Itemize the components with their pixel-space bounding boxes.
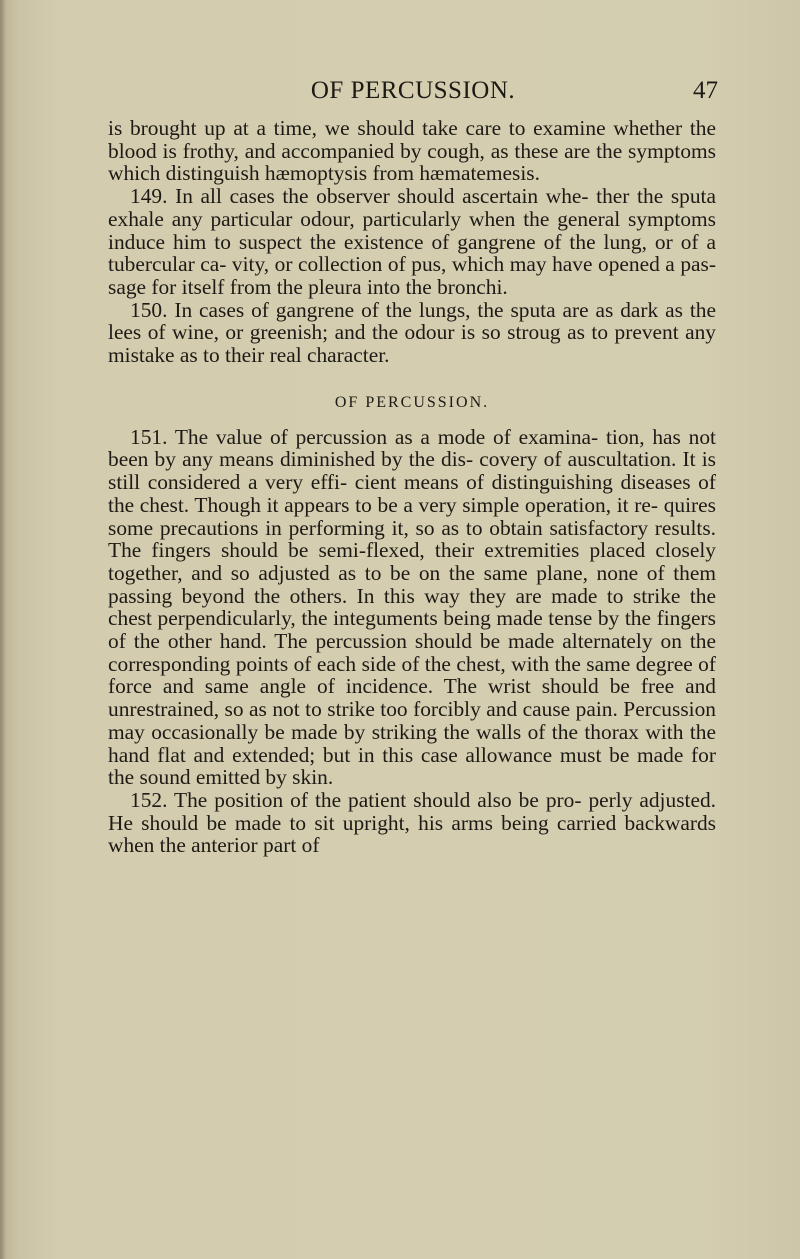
running-head (108, 74, 718, 108)
page-binding-edge (0, 0, 6, 1259)
section-heading: OF PERCUSSION. (334, 393, 490, 411)
paragraph-continuation: is brought up at a time, we should take care to examine whether the blood is frothy, and accompanied by cough, as these are the symptoms which distinguish hæmoptysis from hæmatemesis. (108, 116, 716, 186)
page-number: 47 (693, 77, 718, 104)
paragraph-150: 150. In cases of gangrene of the lungs, the sputa are as dark as the lees of wine, or greenish; and the odour is so stroug as to prevent any mistake as to their real character. (108, 297, 716, 368)
paragraph-149: 149. In all cases the observer should ascertain whe- ther the sputa exhale any particular odour, particularly when the general symptoms induce him to suspect the existence of gangrene of the lung, or of a tubercular ca- vity, or collection of pus, which may have opened a pas- sage for itself from the pleura into the bronchi. (108, 184, 716, 299)
paragraph-151: 151. The value of percussion as a mode of examina- tion, has not been by any means diminished by the dis- covery of auscultation. It is still considered a very effi- cient means of distinguishing diseases of the chest. Though it appears to be a very simple operation, it re- quires some precautions in performing it, so as to obtain satisfactory results. The fingers should be semi-flexed, their extremities placed closely together, and so adjusted as to be on the same plane, none of them passing beyond the others. In this way they are made to strike the chest perpendicularly, the integuments being made tense by the fingers of the other hand. The percussion should be made alternately on the corresponding points of each side of the chest, with the same degree of force and same angle of incidence. The wrist should be free and unrestrained, so as not to strike too forcibly and cause pain. Percussion may occasionally be made by striking the walls of the thorax with the hand flat and extended; but in this case allowance must be made for the sound emitted by skin. (108, 424, 716, 790)
paragraph-152: 152. The position of the patient should also be pro- perly adjusted. He should be made to sit upright, his arms being carried backwards when the anterior part of (108, 787, 716, 858)
body-text (108, 117, 716, 857)
running-title: OF PERCUSSION. (310, 77, 516, 104)
